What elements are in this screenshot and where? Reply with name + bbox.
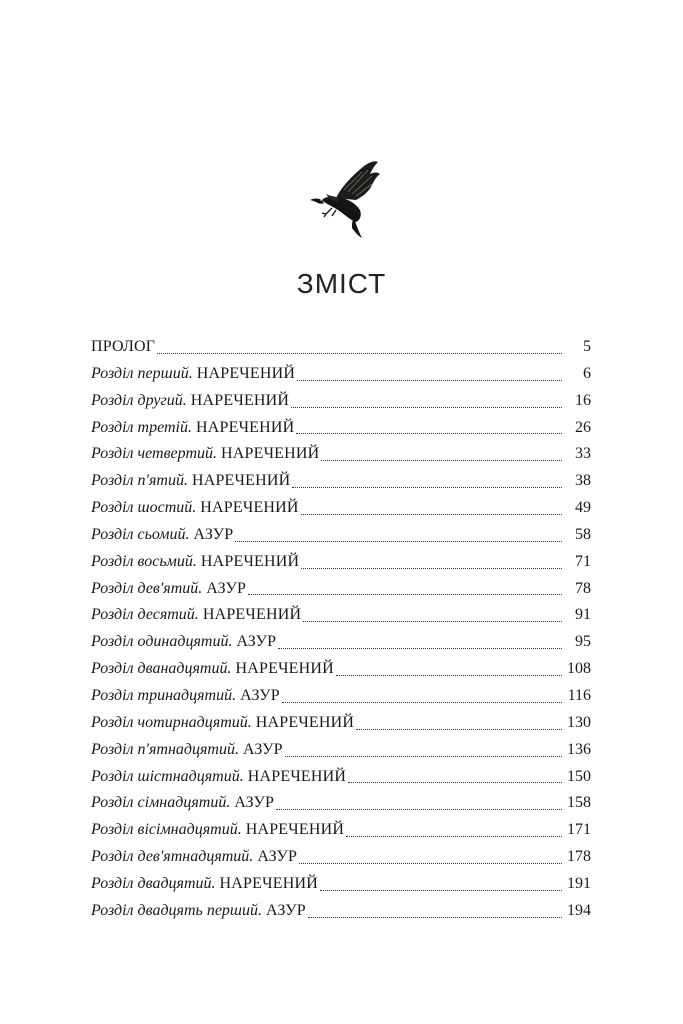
chapter-title: НАРЕЧЕНИЙ — [247, 767, 347, 785]
page-number: 58 — [575, 525, 591, 543]
chapter-title: НАРЕЧЕНИЙ — [245, 821, 345, 839]
page-number: 130 — [567, 713, 591, 731]
chapter-number: Розділ дев'ятнадцятий. — [91, 848, 254, 866]
toc-entry — [91, 737, 591, 764]
raven-icon — [308, 158, 384, 240]
chapter-number: Розділ десятий. — [91, 606, 199, 624]
chapter-title: АЗУР — [240, 686, 280, 704]
chapter-number: Розділ вісімнадцятий. — [91, 821, 242, 839]
toc-entry — [91, 415, 591, 442]
page-title: ЗМІСТ — [296, 268, 387, 299]
page-number: 33 — [575, 445, 591, 463]
chapter-number: Розділ двадцятий. — [91, 874, 216, 892]
toc-entry — [91, 844, 591, 871]
chapter-title: АЗУР — [234, 794, 275, 812]
page-number: 108 — [567, 660, 591, 678]
page-number: 171 — [567, 821, 591, 839]
toc-entry — [91, 790, 591, 817]
page-number: 158 — [567, 794, 591, 812]
dot-leader — [299, 850, 562, 864]
chapter-number: Розділ п'ятнадцятий. — [91, 740, 239, 758]
toc-entry — [91, 602, 591, 629]
chapter-title: АЗУР — [236, 633, 277, 651]
chapter-title: НАРЕЧЕНИЙ — [191, 472, 291, 490]
chapter-number: Розділ п'ятий. — [91, 472, 188, 490]
page-number: 78 — [575, 579, 591, 597]
chapter-number: Розділ шістнадцятий. — [91, 767, 244, 785]
dot-leader — [296, 420, 562, 434]
chapter-number: Розділ перший. — [91, 364, 193, 382]
toc-entry — [91, 441, 591, 468]
chapter-title: АЗУР — [206, 579, 247, 597]
page-number: 191 — [567, 874, 591, 892]
page-number: 150 — [567, 767, 591, 785]
chapter-title: НАРЕЧЕНИЙ — [200, 499, 299, 517]
dot-leader — [301, 555, 562, 569]
dot-leader — [320, 877, 562, 891]
chapter-title: АЗУР — [257, 848, 298, 866]
dot-leader — [308, 904, 562, 918]
toc-entry — [91, 764, 591, 791]
chapter-number: Розділ восьмий. — [91, 552, 197, 570]
dot-leader — [282, 689, 562, 703]
chapter-title: ПРОЛОГ — [91, 338, 156, 355]
page-number: 178 — [567, 848, 591, 866]
page-number: 16 — [575, 391, 591, 409]
chapter-number: Розділ тринадцятий. — [91, 686, 237, 704]
page-number: 26 — [575, 418, 591, 436]
chapter-number: Розділ сімнадцятий. — [91, 794, 231, 812]
dot-leader — [321, 447, 562, 461]
dot-leader — [285, 743, 562, 757]
dot-leader — [292, 474, 562, 488]
toc-entry — [91, 468, 591, 495]
chapter-number: Розділ другий. — [91, 391, 187, 409]
chapter-title: АЗУР — [242, 740, 283, 758]
toc-entry — [91, 683, 591, 710]
chapter-number: Розділ дев'ятий. — [91, 579, 203, 597]
toc-entry — [91, 361, 591, 388]
chapter-title: НАРЕЧЕНИЙ — [219, 874, 318, 892]
page-number: 6 — [583, 364, 591, 382]
chapter-number: Розділ сьомий. — [91, 525, 190, 543]
dot-leader — [336, 662, 562, 676]
dot-leader — [157, 340, 562, 354]
page-number: 194 — [567, 901, 591, 919]
page-number: 71 — [575, 552, 591, 570]
chapter-number: Розділ одинадцятий. — [91, 633, 233, 651]
page-number: 5 — [583, 338, 591, 355]
dot-leader — [348, 769, 562, 783]
chapter-number: Розділ дванадцятий. — [91, 660, 232, 678]
page-number: 116 — [567, 686, 591, 704]
chapter-title: НАРЕЧЕНИЙ — [196, 364, 296, 382]
dot-leader — [276, 796, 562, 810]
chapter-title: НАРЕЧЕНИЙ — [190, 391, 290, 409]
dot-leader — [301, 501, 562, 515]
chapter-number: Розділ чотирнадцятий. — [91, 713, 252, 731]
toc-entry — [91, 388, 591, 415]
table-of-contents — [91, 334, 591, 925]
chapter-number: Розділ третій. — [91, 418, 192, 436]
toc-entry — [91, 522, 591, 549]
dot-leader — [291, 394, 562, 408]
chapter-number: Розділ двадцять перший. — [91, 901, 263, 919]
page-number: 49 — [575, 499, 591, 517]
toc-entry — [91, 334, 591, 361]
chapter-number: Розділ четвертий. — [91, 445, 217, 463]
page-number: 95 — [575, 633, 591, 651]
dot-leader — [278, 635, 562, 649]
dot-leader — [303, 608, 562, 622]
dot-leader — [235, 528, 562, 542]
chapter-number: Розділ шостий. — [91, 499, 197, 517]
toc-entry — [91, 898, 591, 925]
chapter-title: НАРЕЧЕНИЙ — [221, 445, 320, 463]
toc-entry — [91, 495, 591, 522]
chapter-title: НАРЕЧЕНИЙ — [202, 606, 302, 624]
toc-entry — [91, 549, 591, 576]
chapter-title: НАРЕЧЕНИЙ — [200, 552, 300, 570]
toc-entry — [91, 656, 591, 683]
chapter-title: АЗУР — [193, 525, 234, 543]
dot-leader — [356, 716, 562, 730]
page-number: 136 — [567, 740, 591, 758]
chapter-title: НАРЕЧЕНИЙ — [235, 660, 334, 678]
toc-entry — [91, 576, 591, 603]
toc-entry — [91, 817, 591, 844]
chapter-title: АЗУР — [266, 901, 306, 919]
chapter-title: НАРЕЧЕНИЙ — [195, 418, 295, 436]
page-number: 91 — [575, 606, 591, 624]
dot-leader — [248, 581, 562, 595]
chapter-title: НАРЕЧЕНИЙ — [255, 713, 355, 731]
toc-entry — [91, 710, 591, 737]
page-number: 38 — [575, 472, 591, 490]
toc-entry — [91, 629, 591, 656]
dot-leader — [297, 367, 562, 381]
dot-leader — [346, 823, 562, 837]
toc-entry — [91, 871, 591, 898]
